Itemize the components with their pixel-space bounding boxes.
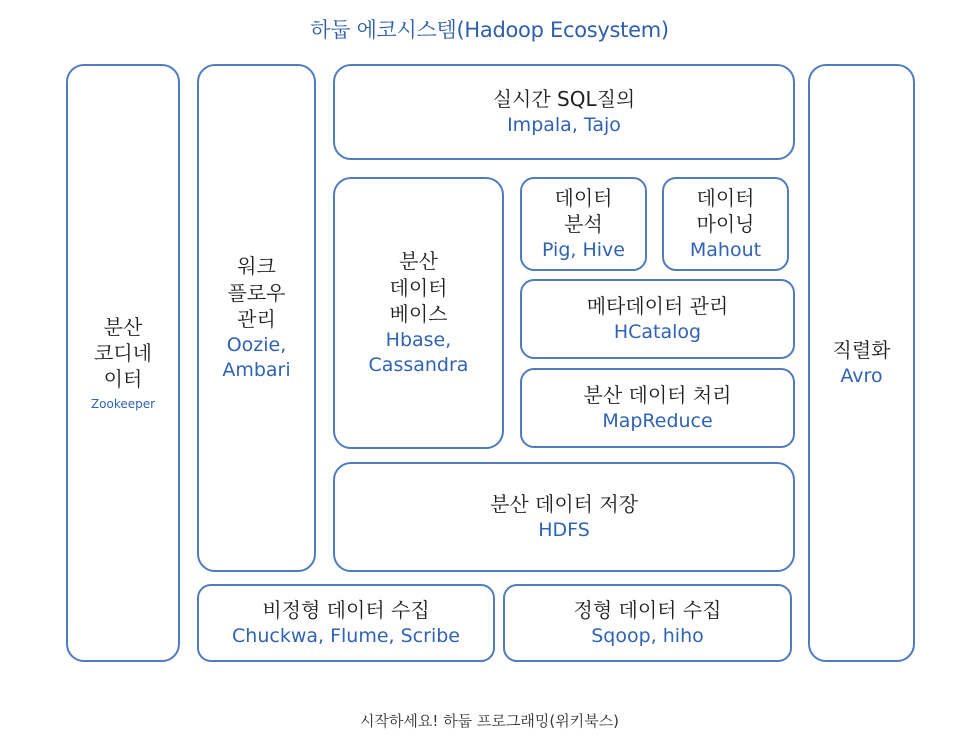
hbase-sub: Hbase, Cassandra xyxy=(368,328,469,376)
box-hbase xyxy=(333,177,504,449)
zookeeper-label: 분산 코디네 이터 xyxy=(94,314,152,392)
realtime-sql-label: 실시간 SQL질의 xyxy=(492,87,636,112)
serialization-sub: Avro xyxy=(840,364,883,387)
structured-sub: Sqoop, hiho xyxy=(591,624,704,647)
workflow-sub: Oozie, Ambari xyxy=(222,333,291,381)
box-unstructured xyxy=(197,584,495,662)
box-processing xyxy=(520,368,795,448)
box-realtime-sql xyxy=(333,64,795,160)
zookeeper-sub: Zookeeper xyxy=(90,396,156,411)
storage-sub: HDFS xyxy=(538,518,590,541)
box-mining xyxy=(662,177,789,271)
box-structured xyxy=(503,584,792,662)
processing-sub: MapReduce xyxy=(602,409,713,432)
diagram-title: 하둡 에코시스템(Hadoop Ecosystem) xyxy=(310,18,669,42)
processing-label: 분산 데이터 처리 xyxy=(583,383,732,408)
unstructured-label: 비정형 데이터 수집 xyxy=(262,598,430,623)
source-caption: 시작하세요! 하둡 프로그래밍(위키북스) xyxy=(359,712,620,730)
metadata-sub: HCatalog xyxy=(613,320,702,343)
hbase-label: 분산 데이터 베이스 xyxy=(389,249,448,327)
serialization-label: 직렬화 xyxy=(832,338,891,363)
workflow-label: 워크 플로우 관리 xyxy=(227,254,286,332)
box-analysis xyxy=(520,177,647,271)
box-workflow xyxy=(197,64,316,572)
box-serialization xyxy=(808,64,915,662)
unstructured-sub: Chuckwa, Flume, Scribe xyxy=(232,624,460,647)
realtime-sql-sub: Impala, Tajo xyxy=(507,113,621,136)
box-metadata xyxy=(520,279,795,359)
mining-sub: Mahout xyxy=(689,238,762,261)
storage-label: 분산 데이터 저장 xyxy=(490,492,638,517)
analysis-sub: Pig, Hive xyxy=(542,238,625,261)
metadata-label: 메타데이터 관리 xyxy=(586,294,729,319)
structured-label: 정형 데이터 수집 xyxy=(573,598,722,623)
box-storage xyxy=(333,462,795,572)
analysis-label: 데이터 분석 xyxy=(554,186,613,237)
box-zookeeper xyxy=(66,64,180,662)
mining-label: 데이터 마이닝 xyxy=(696,186,755,237)
